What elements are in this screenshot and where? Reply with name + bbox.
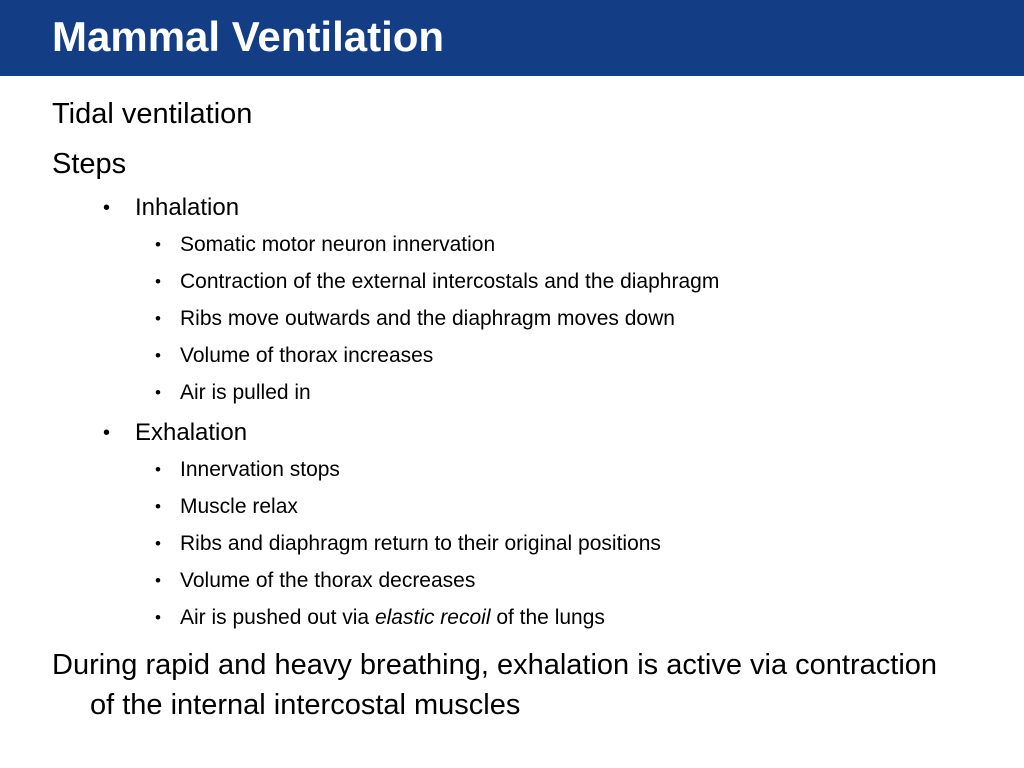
bullet-icon: • [155,309,161,328]
bullet-icon: • [155,383,161,402]
list-item: Volume of the thorax decreases [180,569,476,592]
list-item: Contraction of the external intercostals and the diaphragm [180,270,720,293]
inhalation-heading: Inhalation [135,194,240,221]
closing-statement: During rapid and heavy breathing, exhalation is active via contraction of the internal intercostal muscles [52,649,938,721]
bullet-icon: • [155,235,161,254]
item-text-after: of the lungs [490,606,605,629]
bullet-icon: • [155,571,161,590]
list-item: Muscle relax [180,495,298,518]
elastic-recoil-emphasis: elastic recoil [374,606,491,629]
item-text-before: Air is pushed out via [180,606,375,629]
bullet-icon: • [155,346,161,365]
bullet-icon: • [103,422,111,444]
bullet-icon: • [103,197,111,219]
list-item: Volume of thorax increases [180,344,434,367]
list-item-elastic-recoil [180,605,605,631]
list-item: Somatic motor neuron innervation [180,233,496,256]
bullet-icon: • [155,460,161,479]
list-item: Innervation stops [180,458,340,481]
slide-title: Mammal Ventilation [52,13,445,60]
exhalation-heading: Exhalation [135,419,248,446]
tidal-ventilation-line: Tidal ventilation [52,98,253,130]
steps-line: Steps [52,148,127,180]
list-item: Ribs and diaphragm return to their original positions [180,532,661,555]
bullet-icon: • [155,608,161,627]
bullet-icon: • [155,272,161,291]
title-bar [0,0,1024,76]
list-item: Air is pulled in [180,381,311,404]
bullet-icon: • [155,497,161,516]
list-item: Ribs move outwards and the diaphragm moves down [180,307,675,330]
bullet-icon: • [155,534,161,553]
